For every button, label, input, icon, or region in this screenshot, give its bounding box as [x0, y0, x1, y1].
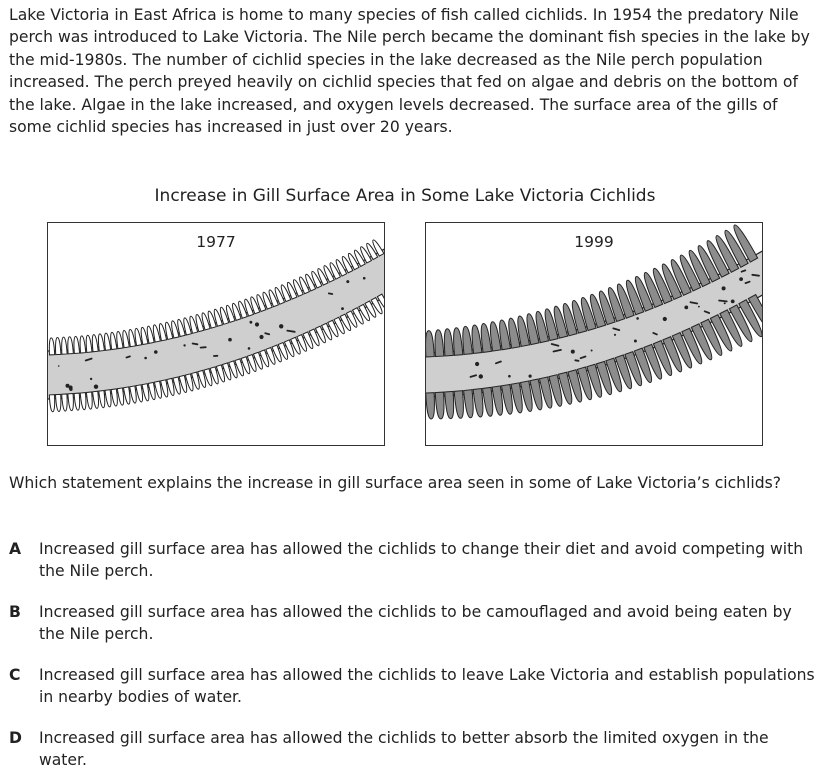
gill-speckle — [346, 280, 349, 283]
gill-speckle — [684, 306, 688, 310]
passage-text: Lake Victoria in East Africa is home to many species of fish called cichlids. In 1954 the predatory Nile perch was introduced to Lake Victoria. The Nile perch became the dominant fish species in the lake by the mid-1980s. The number of cichlid species in the lake decreased as the Nile perch population increased. The perch preyed heavily on cichlid species that fed on algae and debris on the bottom of the lake. Algae in the lake increased, and oxygen levels decreased. The surface area of the gills of some cichlid species has increased in just over 20 years. — [9, 6, 810, 137]
gill-speckle — [154, 350, 158, 354]
gill-speckle — [571, 350, 575, 354]
gill-vessel — [752, 275, 759, 276]
choice-letter: D — [9, 729, 22, 747]
lamella-shape — [435, 392, 445, 419]
lamella-shape — [73, 336, 80, 353]
gill-speckle — [363, 277, 366, 280]
lamella-top — [55, 337, 61, 354]
gill-speckle — [475, 362, 479, 366]
panel-year-label-1977: 1977 — [196, 233, 236, 251]
gill-speckle — [279, 324, 283, 328]
gill-speckle — [614, 334, 616, 336]
lamella-shape — [445, 391, 455, 419]
gill-speckle — [634, 340, 637, 343]
gill-speckle — [508, 375, 511, 378]
lamella-shape — [443, 328, 453, 356]
lamella-bottom — [445, 391, 455, 419]
lamella-top — [79, 336, 86, 353]
lamella-bottom — [435, 392, 445, 419]
gill-speckle — [255, 322, 259, 326]
choice-letter: A — [9, 540, 22, 558]
lamella-shape — [79, 336, 86, 353]
gill-speckle — [94, 385, 98, 389]
lamella-top — [49, 338, 55, 355]
answer-choice-a[interactable] — [9, 538, 824, 583]
gill-speckle — [144, 357, 147, 360]
lamella-bottom — [426, 393, 435, 420]
choice-text: Increased gill surface area has allowed the cichlids to leave Lake Victoria and establish populations in nearby bodies of water. — [39, 666, 815, 707]
gill-vessel — [265, 333, 269, 334]
lamella-top — [61, 337, 67, 354]
gill-speckle — [58, 365, 60, 367]
choice-letter: C — [9, 666, 21, 684]
lamella-bottom — [86, 392, 93, 409]
gill-speckle — [663, 317, 667, 321]
lamella-bottom — [49, 395, 55, 412]
gill-speckle — [698, 306, 700, 308]
gill-speckle — [250, 321, 253, 324]
gill-speckle — [739, 277, 743, 281]
lamella-shape — [80, 393, 87, 410]
lamella-shape — [74, 393, 81, 410]
lamella-shape — [55, 337, 61, 354]
lamella-top — [73, 336, 80, 353]
lamella-shape — [452, 327, 463, 355]
gill-vessel — [287, 331, 294, 332]
question-text: Which statement explains the increase in gill surface area seen in some of Lake Victoria’s cichlids? — [9, 474, 782, 492]
gill-speckle — [90, 378, 92, 380]
choice-text: Increased gill surface area has allowed the cichlids to be camouflaged and avoid being eaten by the Nile perch. — [39, 603, 792, 644]
gill-speckle — [228, 338, 232, 342]
lamella-shape — [49, 338, 55, 355]
gill-vessel — [719, 301, 727, 302]
panel-year-label-1999: 1999 — [574, 233, 614, 251]
lamella-top — [426, 330, 434, 357]
figure-title: Increase in Gill Surface Area in Some Lake Victoria Cichlids — [154, 186, 656, 206]
lamella-shape — [454, 391, 465, 419]
lamella-shape — [49, 395, 55, 412]
gill-speckle — [636, 317, 639, 320]
gill-speckle — [731, 300, 735, 304]
lamella-top — [434, 330, 444, 357]
gill-vessel — [742, 270, 746, 271]
gill-speckle — [183, 344, 185, 346]
lamella-top — [452, 327, 463, 355]
lamella-shape — [61, 337, 67, 354]
gill-vessel — [691, 302, 698, 303]
answer-choice-d[interactable] — [9, 727, 824, 772]
gill-speckle — [529, 375, 532, 378]
choice-text: Increased gill surface area has allowed the cichlids to change their diet and avoid competing with the Nile perch. — [39, 540, 804, 581]
lamella-bottom — [454, 391, 465, 419]
lamella-shape — [426, 393, 435, 420]
choice-text: Increased gill surface area has allowed the cichlids to better absorb the limited oxygen in the water. — [39, 729, 769, 770]
gill-illustration-1999 — [426, 223, 762, 445]
gill-speckle — [259, 335, 263, 339]
lamella-shape — [86, 392, 93, 409]
gill-panel-1977 — [47, 222, 385, 446]
lamella-shape — [56, 394, 62, 411]
gill-speckle — [591, 350, 593, 352]
gill-illustration-1977 — [48, 223, 384, 445]
gill-panel-1999 — [425, 222, 763, 446]
lamella-shape — [67, 337, 73, 354]
lamella-shape — [426, 330, 434, 357]
gill-speckle — [248, 347, 251, 350]
lamella-bottom — [68, 394, 74, 411]
choice-letter: B — [9, 603, 21, 621]
answer-choice-b[interactable] — [9, 601, 824, 646]
gill-vessel — [127, 356, 130, 357]
answer-choice-c[interactable] — [9, 664, 824, 709]
gill-speckle — [479, 374, 483, 378]
lamella-bottom — [62, 394, 68, 411]
gill-speckle — [341, 307, 344, 310]
lamella-shape — [85, 335, 92, 352]
gill-vessel — [193, 344, 198, 345]
gill-speckle — [69, 386, 73, 390]
gill-vessel — [329, 293, 333, 294]
lamella-top — [85, 335, 92, 352]
lamella-shape — [68, 394, 74, 411]
lamella-top — [443, 328, 453, 356]
lamella-top — [67, 337, 73, 354]
lamella-shape — [62, 394, 68, 411]
lamella-bottom — [56, 394, 62, 411]
gill-vessel — [575, 360, 578, 361]
lamella-bottom — [80, 393, 87, 410]
lamella-bottom — [74, 393, 81, 410]
lamella-shape — [434, 330, 444, 357]
gill-speckle — [722, 286, 726, 290]
gill-speckle — [724, 302, 726, 304]
